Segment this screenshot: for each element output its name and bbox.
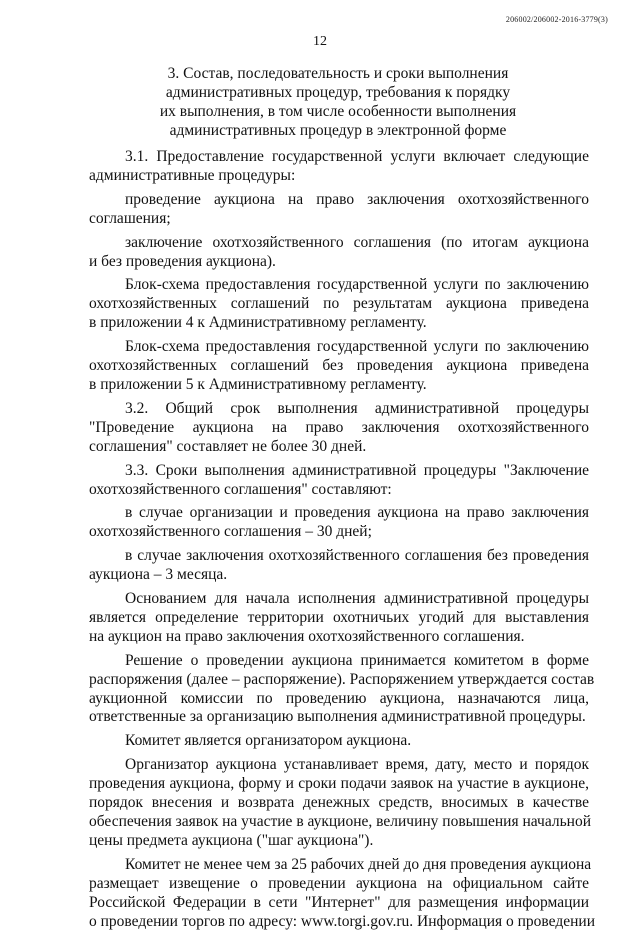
paragraph-line: соглашения;	[89, 209, 171, 227]
paragraph	[89, 148, 589, 186]
paragraph-line: в случае организации и проведения аукциона на право заключения	[125, 504, 589, 522]
paragraph-line: Организатор аукциона устанавливает время, дату, место и порядок	[125, 756, 589, 774]
paragraph-line: в приложении 5 к Административному регламенту.	[89, 375, 427, 393]
paragraph-line: распоряжения (далее – распоряжение). Распоряжением утверждается состав	[89, 670, 595, 688]
paragraph-line: размещает извещение о проведении аукциона на официальном сайте	[89, 874, 589, 892]
paragraph	[89, 504, 589, 542]
paragraph-line: Основанием для начала исполнения административной процедуры	[125, 590, 589, 608]
paragraph-line: аукциона – 3 месяца.	[89, 566, 228, 584]
paragraph	[89, 651, 595, 728]
paragraph-line: о проведении торгов по адресу: www.torgi.gov.ru. Информация о проведении	[89, 912, 595, 930]
page-number: 12	[313, 34, 327, 49]
paragraph-line: охотхозяйственного соглашения – 30 дней;	[89, 523, 372, 541]
paragraph-line: охотхозяйственных соглашений без проведения аукциона приведена	[89, 357, 589, 375]
paragraph	[89, 338, 589, 395]
paragraph-line: является определение территории охотничьих угодий для выставления	[89, 608, 589, 626]
paragraph-line: Комитет не менее чем за 25 рабочих дней до дня проведения аукциона	[125, 855, 592, 873]
paragraph-line: цены предмета аукциона ("шаг аукциона").	[89, 831, 374, 849]
paragraph-line: 3.2. Общий срок выполнения административной процедуры	[125, 399, 589, 417]
paragraph-line: проведение аукциона на право заключения охотхозяйственного	[125, 190, 589, 208]
document-body	[89, 148, 595, 936]
paragraph-line: Решение о проведении аукциона принимается комитетом в форме	[125, 651, 589, 669]
paragraph-line: 3.3. Сроки выполнения административной процедуры "Заключение	[125, 461, 589, 479]
paragraph-line: "Проведение аукциона на право заключения охотхозяйственного	[89, 418, 589, 436]
paragraph-line: аукционной комиссии по проведению аукциона, назначаются лица,	[89, 689, 589, 707]
paragraph-line: соглашения" составляет не более 30 дней.	[89, 437, 367, 455]
paragraph-line: на аукцион на право заключения охотхозяйственного соглашения.	[89, 627, 525, 645]
heading-line: административных процедур, требования к порядку	[165, 84, 511, 101]
paragraph	[89, 462, 589, 500]
paragraph	[89, 276, 589, 333]
heading-line: 3. Состав, последовательность и сроки выполнения	[167, 65, 509, 82]
paragraph-line: в приложении 4 к Административному регламенту.	[89, 314, 427, 332]
paragraph-line: и без проведения аукциона).	[89, 252, 276, 270]
paragraph-line: ответственные за организацию выполнения административной процедуры.	[89, 708, 586, 726]
paragraph-line: Российской Федерации в сети "Интернет" для размещения информации	[89, 893, 589, 911]
heading-line: их выполнения, в том числе особенности выполнения	[159, 103, 517, 120]
paragraph	[89, 547, 589, 585]
paragraph-line: 3.1. Предоставление государственной услуги включает следующие	[125, 148, 589, 165]
paragraph-line: проведения аукциона, форму и сроки подачи заявок на участие в аукционе,	[89, 775, 589, 793]
paragraph	[89, 400, 589, 457]
paragraph-line: обеспечения заявок на участие в аукционе, величину повышения начальной	[89, 813, 591, 830]
paragraph-line: охотхозяйственных соглашений по результатам аукциона приведена	[89, 295, 589, 313]
paragraph-line: в случае заключения охотхозяйственного соглашения без проведения	[125, 547, 589, 565]
paragraph	[89, 855, 595, 932]
paragraph-line: административные процедуры:	[89, 166, 296, 184]
heading-line: административных процедур в электронной форме	[169, 122, 507, 139]
paragraph-line: Комитет является организатором аукциона.	[125, 732, 412, 750]
document-id: 206002/206002-2016-3779(3)	[505, 15, 608, 24]
paragraph-line: Блок-схема предоставления государственной услуги по заключению	[125, 276, 589, 294]
paragraph-line: Блок-схема предоставления государственной услуги по заключению	[125, 338, 589, 356]
paragraph-line: заключение охотхозяйственного соглашения (по итогам аукциона	[125, 233, 589, 251]
paragraph-line: охотхозяйственного соглашения" составляют:	[89, 480, 392, 498]
paragraph-line: порядок внесения и возврата денежных средств, вносимых в качестве	[89, 794, 589, 812]
paragraph	[89, 756, 589, 851]
paragraph	[89, 590, 589, 647]
paragraph	[89, 732, 589, 751]
section-heading	[138, 64, 538, 140]
paragraph	[89, 234, 589, 272]
paragraph	[89, 191, 589, 229]
